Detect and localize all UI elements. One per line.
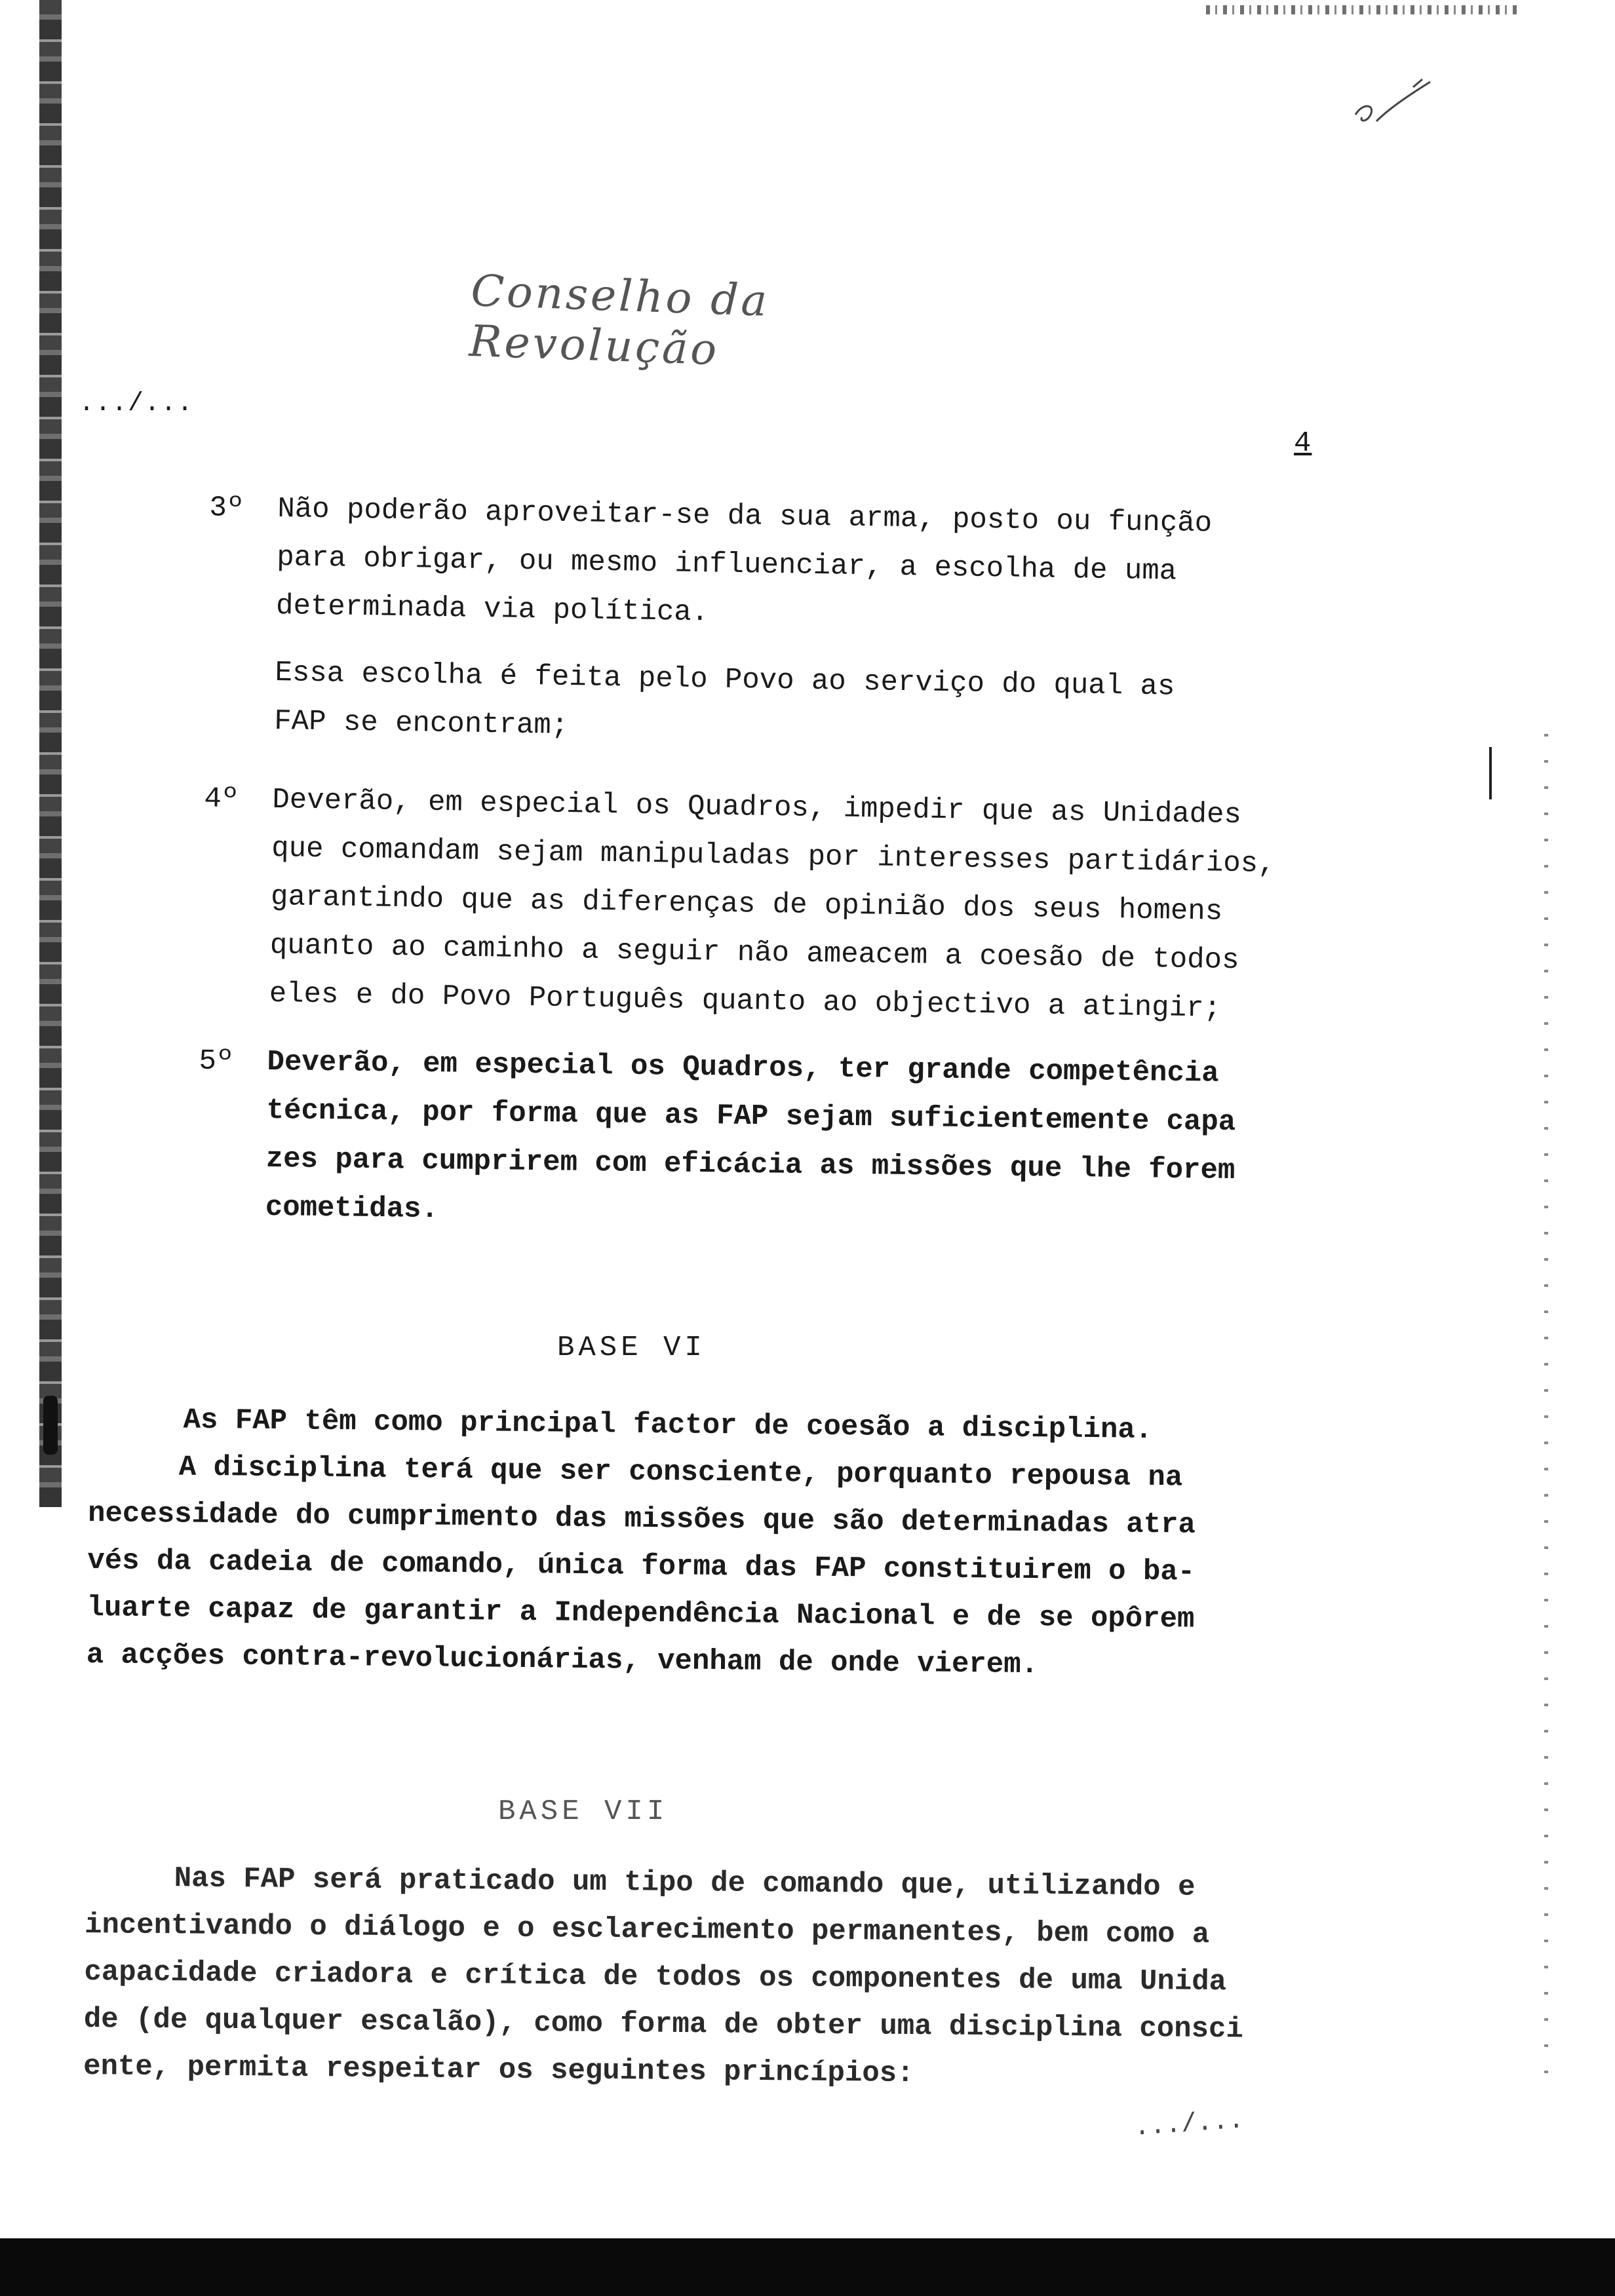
scan-top-noise (1206, 5, 1521, 14)
item-line: cometidas. (265, 1191, 439, 1227)
scan-left-edge (39, 0, 62, 1507)
item-line: determinada via política. (275, 589, 709, 630)
paragraph-line: vés da cadeia de comando, única forma das FAP constituirem o ba- (87, 1544, 1196, 1589)
item-line: para obrigar, ou mesmo influenciar, a escolha de uma (276, 541, 1177, 588)
item-number: 3º (209, 491, 244, 526)
continuation-marker: .../... (79, 389, 194, 419)
section-heading-base-vii: BASE VII (498, 1795, 669, 1828)
base-vi-paragraph (86, 1396, 1196, 1691)
item-number: 4º (204, 782, 239, 816)
list-item-5 (199, 1038, 1236, 1244)
paragraph-line: ente, permita respeitar os seguintes princípios: (83, 2050, 914, 2091)
handwritten-initials (1350, 75, 1435, 134)
base-vii-paragraph (83, 1854, 1245, 2100)
item-line: garantindo que as diferenças de opinião dos seus homens (270, 880, 1223, 928)
item-line: quanto ao caminho a seguir não ameacem a coesão de todos (269, 928, 1239, 978)
paragraph-line: capacidade criadora e crítica de todos os componentes de uma Unida (84, 1955, 1227, 1999)
item-line: técnica, por forma que as FAP sejam suficientemente capa (266, 1094, 1236, 1139)
paragraph-line: Nas FAP será praticado um tipo de comando que, utilizando e (174, 1862, 1196, 1904)
item-number: 5º (199, 1044, 234, 1079)
item-line: Deverão, em especial os Quadros, impedir que as Unidades (272, 783, 1242, 832)
scan-right-dots (1544, 734, 1548, 2077)
item-line: eles e do Povo Português quanto ao objectivo a atingir; (269, 977, 1222, 1025)
scan-left-mark (43, 1396, 58, 1455)
paragraph-line: incentivando o diálogo e o esclarecimento permanentes, bem como a (84, 1908, 1210, 1951)
page-number: 4 (1294, 427, 1312, 460)
paragraph-line: As FAP têm como principal factor de coesão a disciplina. (183, 1404, 1153, 1447)
paragraph-line: luarte capaz de garantir a Independência Nacional e de se opôrem (87, 1591, 1195, 1636)
item-line: Deverão, em especial os Quadros, ter grande competência (267, 1045, 1219, 1090)
item-line: zes para cumprirem com eficácia as missões que lhe forem (265, 1142, 1236, 1188)
scan-bottom-bar (0, 2238, 1615, 2296)
list-item-3 (209, 485, 1213, 760)
paragraph-line: A disciplina terá que ser consciente, porquanto repousa na (178, 1451, 1183, 1495)
item-line: Não poderão aproveitar-se da sua arma, posto ou função (277, 492, 1213, 541)
paragraph-line: a acções contra-revolucionárias, venham de onde vierem. (86, 1638, 1039, 1682)
paragraph-line: de (de qualquer escalão), como forma de obter uma disciplina consci (83, 2002, 1244, 2046)
item-line: FAP se encontram; (273, 704, 569, 743)
list-item-4 (204, 776, 1276, 1034)
continuation-marker-bottom: .../... (1133, 2106, 1245, 2143)
paragraph-line: necessidade do cumprimento das missões que são determinadas atra (87, 1497, 1196, 1542)
letterhead: Conselho da Revolução (468, 265, 771, 375)
item-line: que comandam sejam manipuladas por interesses partidários, (271, 832, 1275, 881)
item-line: Essa escolha é feita pelo Povo ao serviço do qual as (275, 656, 1175, 704)
section-heading-base-vi: BASE VI (557, 1331, 706, 1364)
scan-right-bar (1489, 747, 1492, 799)
